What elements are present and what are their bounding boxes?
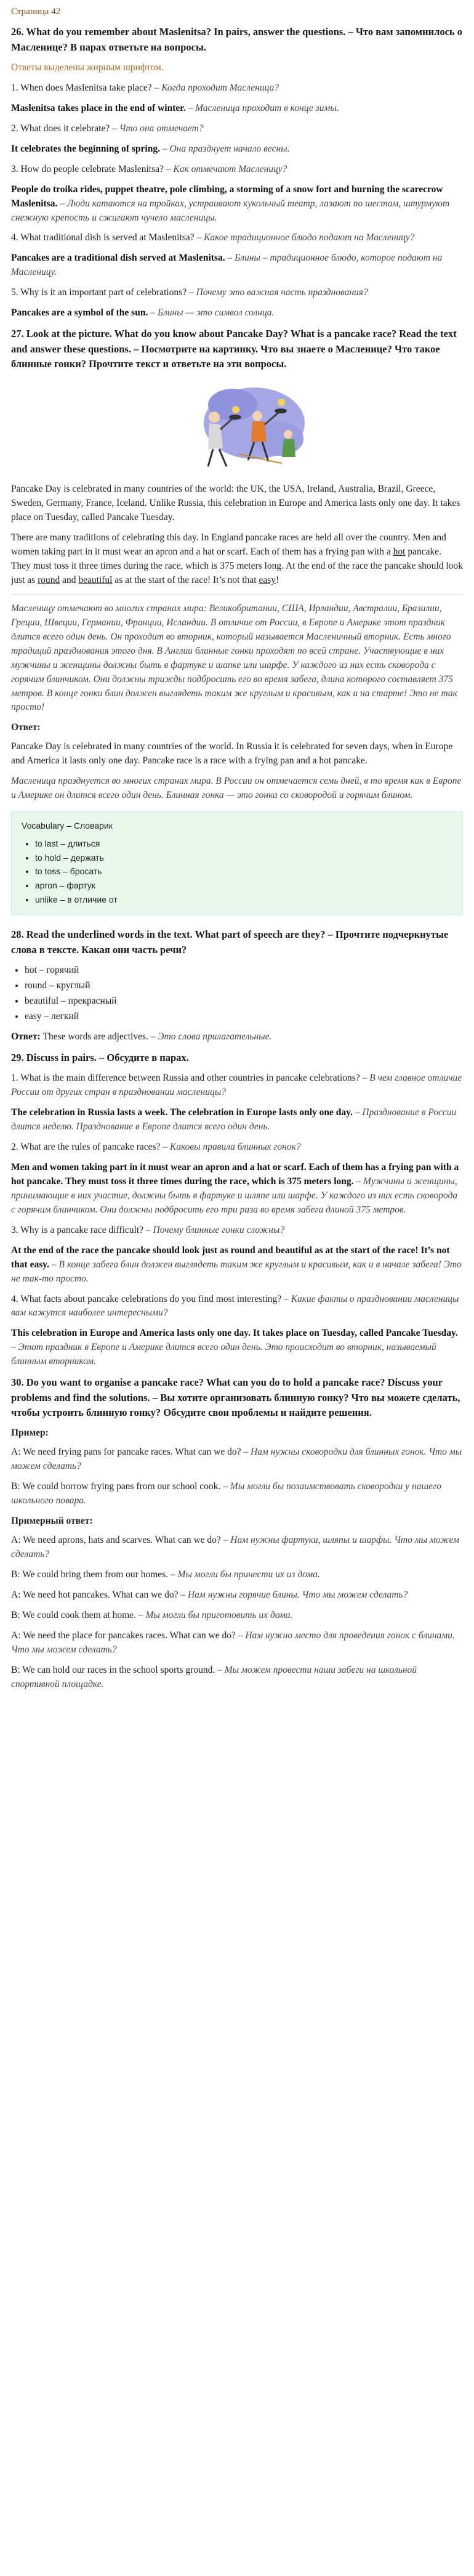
example-line: A: We need frying pans for pancake races. What can we do? – Нам нужны сковородки для блинных гонок. Что мы можем сделать? bbox=[11, 1447, 462, 1472]
task-30-header: 30. Do you want to organise a pancake race? What can you do to hold a pancake race? Discuss your problems and find the solutions. – Вы хотите организовать блинную гонку? Что вы можете сделать, чтобы устроить блинную гонку? Обсудите свои проблемы и найдите решения. bbox=[11, 1376, 460, 1418]
sample-answer-label: Примерный ответ: bbox=[11, 1516, 93, 1527]
t26-answer-2: It celebrates the beginning of spring. – Она празднует начало весны. bbox=[11, 143, 290, 154]
t29-question-1: 1. What is the main difference between Russia and other countries in pancake celebrations? – В чем главное отличие России от других стран в праздновании масленицы? bbox=[11, 1073, 462, 1098]
t27-answer: Pancake Day is celebrated in many countries of the world. In Russia it is celebrated for seven days, when in Europe and America it lasts only one day. Pancake race is a race with a frying pan and a hot pancake. bbox=[11, 741, 453, 766]
dialogue-line: A: We need aprons, hats and scarves. What can we do? – Нам нужны фартуки, шляпы и шарфы. Что мы можем сделать? bbox=[11, 1535, 459, 1559]
answers-note: Ответы выделены жирным шрифтом. bbox=[11, 62, 164, 73]
dialogue-line: B: We can hold our races in the school sports ground. – Мы можем провести наши забеги на школьной спортивной площадке. bbox=[11, 1664, 417, 1689]
t26-answer-5: Pancakes are a symbol of the sun. – Блины — это символ солнца. bbox=[11, 307, 275, 319]
divider bbox=[11, 594, 463, 595]
t27-text-paragraph-2: There are many traditions of celebrating this day. In England pancake races are held all over the country. Men and women taking part in it must wear an apron and a hat or scarf. Each of them has a frying pan with a hot pancake. They must toss it three times during the race, which is 375 meters long. At the end of the race the pancake should look just as round and beautiful as at the start of the race! It’s not that easy! bbox=[11, 532, 463, 585]
page-number: Страница 42 bbox=[11, 7, 61, 17]
word-item: • hot – горячий bbox=[25, 964, 463, 978]
t26-question-4: 4. What traditional dish is served at Maslenitsa? – Какое традиционное блюдо подают на Масленицу? bbox=[11, 232, 415, 243]
vocab-item: • to last – длиться bbox=[35, 837, 452, 850]
underlined-hot: hot bbox=[393, 546, 406, 558]
t26-question-1: 1. When does Maslenitsa take place? – Когда проходит Масленица? bbox=[11, 82, 279, 93]
t27-translation: Масленицу отмечают во многих странах мира: Великобритании, США, Ирландии, Австралии, Бразилии, Греции, Швеции, Германии, Франции, Исландии. В отличие от России, в Европе и Америке этот праздник длится всего один день. Он проходит во вторник, который называется Масленичный вторник. Есть много традиций празднования этого дня. В Англии блинные гонки проходят по всей стране. Участвующие в них мужчины и женщины должны быть в фартуке и шапке или шарфе. У каждого из них есть сковорода с горячим блинчиком. Они должны трижды подбросить его во время забега, длина которого составляет 375 метров. В конце гонки блин должен выглядеть таким же круглым и красивым, как и на старте! Это не так просто! bbox=[11, 603, 457, 713]
t29-question-3: 3. Why is a pancake race difficult? – Почему блинные гонки сложны? bbox=[11, 1224, 285, 1235]
t26-answer-1: Maslenitsa takes place in the end of winter. – Масленица проходит в конце зимы. bbox=[11, 102, 339, 113]
t26-answer-4: Pancakes are a traditional dish served at Maslenitsa. – Блины – традиционное блюдо, которое подают на Масленицу. bbox=[11, 253, 443, 278]
word-item: • beautiful – прекрасный bbox=[25, 994, 463, 1009]
example-line: B: We could borrow frying pans from our school cook. – Мы могли бы позаимствовать сковородки у нашего школьного повара. bbox=[11, 1481, 441, 1506]
t28-answer: Ответ: These words are adjectives. – Это слова прилагательные. bbox=[11, 1031, 272, 1042]
t27-answer-translation: Масленица празднуется во многих странах мира. В России он отмечается семь дней, в то время как в Европе и Америке он длится всего один день. Блинная гонка — это гонка со сковородой и горячим блином. bbox=[11, 776, 462, 801]
task-27-header: 27. Look at the picture. What do you know about Pancake Day? What is a pancake race? Read the text and answer these questions. – Посмотрите на картинку. Что вы знаете о Масленице? Что такое блинные гонки? Прочтите текст и ответьте на эти вопросы. bbox=[11, 328, 457, 370]
t29-question-2: 2. What are the rules of pancake races? – Каковы правила блинных гонок? bbox=[11, 1142, 301, 1153]
vocabulary-box bbox=[11, 811, 463, 915]
t29-answer-1: The celebration in Russia lasts a week. The celebration in Europe lasts only one day. – Празднование в России длится неделю. Празднование в Европе длится всего один день. bbox=[11, 1107, 457, 1132]
word-item: • easy – легкий bbox=[25, 1010, 463, 1024]
t27-text-paragraph-1: Pancake Day is celebrated in many countries of the world: the UK, the USA, Ireland, Australia, Brazil, Greece, Sweden, Germany, France, Iceland. Unlike Russia, this celebration in Europe and America lasts only one day. It takes place on Tuesday, called Pancake Tuesday. bbox=[11, 484, 460, 523]
word-item: • round – круглый bbox=[25, 979, 463, 993]
task-29-header: 29. Discuss in pairs. – Обсудите в парах. bbox=[11, 1051, 189, 1063]
dialogue-line: A: We need hot pancakes. What can we do? – Нам нужны горячие блины. Что мы можем сделать? bbox=[11, 1589, 408, 1600]
t26-question-5: 5. Why is it an important part of celebrations? – Почему это важная часть празднования? bbox=[11, 287, 368, 298]
example-label: Пример: bbox=[11, 1428, 49, 1439]
vocab-item: • to toss – бросать bbox=[35, 865, 452, 878]
t29-answer-4: This celebration in Europe and America lasts only one day. It takes place on Tuesday, called Pancake Tuesday. – Этот праздник в Европе и Америке длится всего один день. Это происходит во вторник, называемый блинным вторником. bbox=[11, 1328, 458, 1367]
vocabulary-title: Vocabulary – Словарик bbox=[22, 821, 113, 831]
underlined-beautiful: beautiful bbox=[78, 574, 113, 585]
task-28-header: 28. Read the underlined words in the text. What part of speech are they? – Прочтите подчеркнутые слова в тексте. Какая они часть речи? bbox=[11, 928, 449, 956]
t26-answer-3: People do troika rides, puppet theatre, pole climbing, a storming of a snow fort and burning the scarecrow Maslenitsa. – Люди катаются на тройках, устраивают кукольный театр, лазают по шестам, штурмуют снежную крепость и сжигают чучело масленицы. bbox=[11, 184, 450, 223]
vocab-item: • apron – фартук bbox=[35, 879, 452, 892]
t29-answer-3: At the end of the race the pancake should look just as round and beautiful as at the start of the race! It’s not that easy. – В конце забега блин должен выглядеть таким же круглым и красивым, как и в начале забега! Это не так-то просто. bbox=[11, 1245, 462, 1284]
underlined-round: round bbox=[38, 574, 60, 585]
vocab-item: • to hold – держать bbox=[35, 851, 452, 864]
t26-question-2: 2. What does it celebrate? – Что она отмечает? bbox=[11, 123, 204, 134]
dialogue-line: A: We need the place for pancakes races. What can we do? – Нам нужно место для проведения гонок с блинами. Что мы можем сделать? bbox=[11, 1630, 455, 1655]
t26-question-3: 3. How do people celebrate Maslenitsa? – Как отмечают Масленицу? bbox=[11, 163, 287, 174]
dialogue-line: B: We could cook them at home. – Мы могли бы приготовить их дома. bbox=[11, 1609, 293, 1620]
word-list bbox=[11, 964, 463, 1024]
underlined-easy: easy bbox=[259, 574, 276, 585]
task-26-header: 26. What do you remember about Maslenitsa? In pairs, answer the questions. – Что вам запомнилось о Масленице? В парах ответьте на вопросы. bbox=[11, 26, 463, 53]
t27-answer-label: Ответ: bbox=[11, 722, 41, 733]
t29-question-4: 4. What facts about pancake celebrations do you find most interesting? – Какие факты о праздновании масленицы вам кажутся наиболее интересными? bbox=[11, 1293, 459, 1318]
pancake-race-illustration bbox=[196, 380, 307, 473]
vocab-item: • unlike – в отличие от bbox=[35, 893, 452, 906]
t29-answer-2: Men and women taking part in it must wear an apron and a hat or scarf. Each of them has a frying pan with a hot pancake. They must toss it three times during the race, which is 375 meters long. – Мужчины и женщины, принимающие в них участие, должны быть в фартуке и шляпе или шарфе. У каждого из них есть сковорода с горячим блинчиком. Они должны подбросить его три раза во время забега длиной 375 метров. bbox=[11, 1162, 459, 1215]
dialogue-line: B: We could bring them from our homes. – Мы могли бы принести их из дома. bbox=[11, 1569, 320, 1580]
